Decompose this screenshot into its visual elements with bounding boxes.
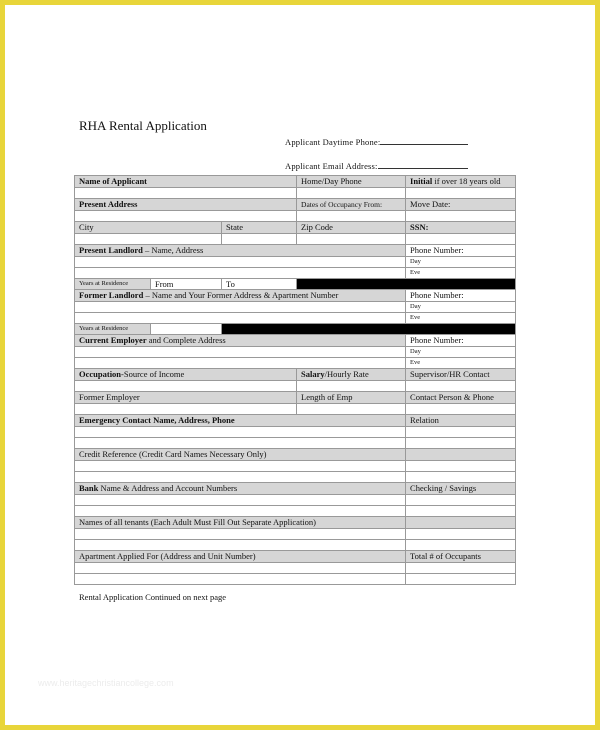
present-landlord-field-2[interactable]	[75, 268, 406, 279]
present-address-label: Present Address	[75, 199, 297, 211]
present-address-header-row	[75, 199, 516, 211]
current-employer-day-label[interactable]: Day	[406, 347, 516, 358]
state-label: State	[222, 222, 297, 234]
former-employer-label: Former Employer	[75, 392, 297, 404]
former-years-label: Years at Residence	[75, 324, 151, 335]
total-occupants-field[interactable]	[406, 563, 516, 574]
total-occupants-label: Total # of Occupants	[406, 551, 516, 563]
length-of-emp-label: Length of Emp	[297, 392, 406, 404]
present-years-blackout	[297, 279, 516, 290]
present-landlord-header-row	[75, 245, 516, 257]
emergency-header-row	[75, 415, 516, 427]
former-landlord-day-label[interactable]: Day	[406, 302, 516, 313]
credit-reference-field-extra-2[interactable]	[406, 472, 516, 483]
occupation-field[interactable]	[75, 381, 297, 392]
email-line	[285, 159, 468, 171]
present-landlord-label: Present Landlord – Name, Address	[75, 245, 406, 257]
apartment-header-row	[75, 551, 516, 563]
apartment-input-row-2	[75, 574, 516, 585]
former-landlord-field[interactable]	[75, 302, 406, 313]
state-field[interactable]	[222, 234, 297, 245]
names-of-tenants-field[interactable]	[75, 529, 406, 540]
tenants-field-extra-2[interactable]	[406, 540, 516, 551]
checking-savings-label: Checking / Savings	[406, 483, 516, 495]
contact-person-label: Contact Person & Phone	[406, 392, 516, 404]
email-field[interactable]	[378, 159, 468, 169]
credit-reference-label: Credit Reference (Credit Card Names Necessary Only)	[75, 449, 406, 461]
bank-input-row-1	[75, 495, 516, 506]
applicant-input-row	[75, 188, 516, 199]
checking-savings-field[interactable]	[406, 495, 516, 506]
credit-input-row-1	[75, 461, 516, 472]
current-employer-label: Current Employer and Complete Address	[75, 335, 406, 347]
form-title: RHA Rental Application	[79, 118, 207, 133]
present-landlord-eve-label[interactable]: Eve	[406, 268, 516, 279]
applicant-header-row	[75, 176, 516, 188]
salary-field[interactable]	[297, 381, 406, 392]
tenants-header-row	[75, 517, 516, 529]
present-from-field[interactable]	[151, 279, 222, 290]
zip-code-label: Zip Code	[297, 222, 406, 234]
salary-label: Salary/Hourly Rate	[297, 369, 406, 381]
daytime-phone-field[interactable]	[380, 135, 468, 145]
total-occupants-field-2[interactable]	[406, 574, 516, 585]
present-years-row	[75, 279, 516, 290]
names-of-tenants-label: Names of all tenants (Each Adult Must Fill Out Separate Application)	[75, 517, 406, 529]
name-of-applicant-label: Name of Applicant	[75, 176, 297, 188]
current-employer-field[interactable]	[75, 347, 406, 358]
present-from-label: From	[155, 279, 174, 289]
former-employer-header-row	[75, 392, 516, 404]
ssn-field[interactable]	[406, 234, 516, 245]
bank-input-row-2	[75, 506, 516, 517]
length-of-emp-field[interactable]	[297, 404, 406, 415]
zip-code-field[interactable]	[297, 234, 406, 245]
former-landlord-phone-label: Phone Number:	[406, 290, 516, 302]
present-landlord-eve-row	[75, 268, 516, 279]
emergency-contact-field[interactable]	[75, 427, 406, 438]
current-employer-phone-label: Phone Number:	[406, 335, 516, 347]
present-address-field[interactable]	[75, 211, 297, 222]
home-day-phone-field[interactable]	[297, 188, 406, 199]
bank-label: Bank Name & Address and Account Numbers	[75, 483, 406, 495]
emergency-contact-field-2[interactable]	[75, 438, 406, 449]
bank-field[interactable]	[75, 495, 406, 506]
bank-header-row	[75, 483, 516, 495]
credit-reference-field[interactable]	[75, 461, 406, 472]
former-landlord-eve-label[interactable]: Eve	[406, 313, 516, 324]
former-employer-field[interactable]	[75, 404, 297, 415]
names-of-tenants-field-2[interactable]	[75, 540, 406, 551]
former-landlord-day-row	[75, 302, 516, 313]
present-to-label: To	[226, 279, 235, 289]
present-years-label: Years at Residence	[75, 279, 151, 290]
current-employer-day-row	[75, 347, 516, 358]
city-header-row	[75, 222, 516, 234]
current-employer-eve-label[interactable]: Eve	[406, 358, 516, 369]
ssn-label: SSN:	[406, 222, 516, 234]
tenants-input-row-1	[75, 529, 516, 540]
initial-label: Initial if over 18 years old	[406, 176, 516, 188]
former-years-row	[75, 324, 516, 335]
former-employer-input-row	[75, 404, 516, 415]
former-years-field[interactable]	[151, 324, 222, 335]
former-landlord-eve-row	[75, 313, 516, 324]
occupation-header-row	[75, 369, 516, 381]
relation-label: Relation	[406, 415, 516, 427]
move-date-label: Move Date:	[406, 199, 516, 211]
tenants-field-extra[interactable]	[406, 529, 516, 540]
present-landlord-day-row	[75, 257, 516, 268]
initial-field[interactable]	[406, 188, 516, 199]
city-field[interactable]	[75, 234, 222, 245]
daytime-phone-label: Applicant Daytime Phone:	[285, 137, 381, 147]
checking-savings-field-2[interactable]	[406, 506, 516, 517]
bank-field-2[interactable]	[75, 506, 406, 517]
relation-field[interactable]	[406, 427, 516, 438]
current-employer-field-2[interactable]	[75, 358, 406, 369]
credit-reference-field-extra[interactable]	[406, 461, 516, 472]
tenants-extra	[406, 517, 516, 529]
dates-of-occupancy-field[interactable]	[297, 211, 406, 222]
present-landlord-field[interactable]	[75, 257, 406, 268]
supervisor-label: Supervisor/HR Contact	[406, 369, 516, 381]
former-landlord-field-2[interactable]	[75, 313, 406, 324]
apartment-applied-label: Apartment Applied For (Address and Unit Number)	[75, 551, 406, 563]
watermark: www.heritagechristiancollege.com	[38, 678, 174, 688]
name-of-applicant-field[interactable]	[75, 188, 297, 199]
contact-person-field[interactable]	[406, 404, 516, 415]
credit-reference-extra	[406, 449, 516, 461]
tenants-input-row-2	[75, 540, 516, 551]
application-form-table	[74, 175, 516, 585]
dates-of-occupancy-label: Dates of Occupancy From:	[297, 199, 406, 211]
emergency-input-row-2	[75, 438, 516, 449]
continued-note: Rental Application Continued on next page	[79, 592, 227, 602]
former-landlord-header-row	[75, 290, 516, 302]
city-label: City	[75, 222, 222, 234]
emergency-contact-label: Emergency Contact Name, Address, Phone	[75, 415, 406, 427]
former-landlord-label: Former Landlord – Name and Your Former Address & Apartment Number	[75, 290, 406, 302]
current-employer-header-row	[75, 335, 516, 347]
move-date-field[interactable]	[406, 211, 516, 222]
credit-input-row-2	[75, 472, 516, 483]
relation-field-2[interactable]	[406, 438, 516, 449]
daytime-phone-line	[285, 135, 468, 147]
present-landlord-day-label[interactable]: Day	[406, 257, 516, 268]
occupation-input-row	[75, 381, 516, 392]
credit-header-row	[75, 449, 516, 461]
apartment-input-row-1	[75, 563, 516, 574]
email-label: Applicant Email Address:	[285, 161, 378, 171]
apartment-applied-field[interactable]	[75, 563, 406, 574]
emergency-input-row-1	[75, 427, 516, 438]
current-employer-eve-row	[75, 358, 516, 369]
city-input-row	[75, 234, 516, 245]
present-to-field[interactable]	[222, 279, 297, 290]
present-address-input-row	[75, 211, 516, 222]
credit-reference-field-2[interactable]	[75, 472, 406, 483]
present-landlord-phone-label: Phone Number:	[406, 245, 516, 257]
apartment-applied-field-2[interactable]	[75, 574, 406, 585]
occupation-label: Occupation-Source of Income	[75, 369, 297, 381]
supervisor-field[interactable]	[406, 381, 516, 392]
former-years-blackout	[222, 324, 516, 335]
home-day-phone-label: Home/Day Phone	[297, 176, 406, 188]
